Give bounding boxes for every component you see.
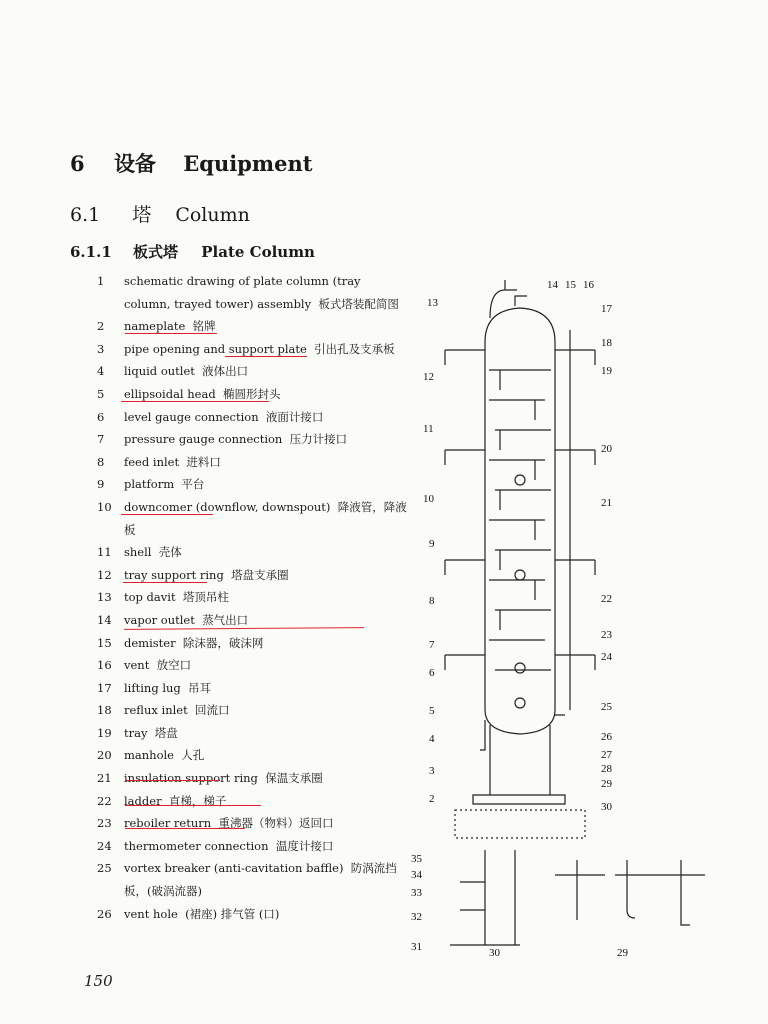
- list-item: [97, 903, 407, 926]
- list-item: [97, 835, 407, 858]
- item-text: liquid outlet 液体出口: [124, 364, 249, 379]
- chapter-number: 6: [70, 151, 85, 176]
- item-number: 6: [97, 409, 105, 424]
- item-text: thermometer connection 温度计接口: [124, 838, 334, 853]
- fig-label: 21: [601, 497, 612, 509]
- list-item: [97, 428, 407, 451]
- list-item: [97, 654, 407, 677]
- fig-label: 15: [565, 279, 576, 291]
- list-item: [97, 473, 407, 496]
- item-number: 9: [97, 477, 105, 492]
- item-number: 26: [97, 906, 112, 921]
- item-number: 13: [97, 590, 112, 605]
- section-title-zh: 塔: [132, 204, 152, 226]
- list-item: [97, 744, 407, 767]
- item-number: 24: [97, 838, 112, 853]
- fig-label: 11: [423, 423, 434, 435]
- heading-section: [70, 200, 250, 227]
- item-number: 8: [97, 454, 105, 469]
- fig-label: 33: [411, 887, 422, 899]
- plate-column-drawing: [405, 270, 705, 960]
- red-underline: [125, 805, 261, 806]
- item-text: pressure gauge connection 压力计接口: [124, 432, 348, 447]
- item-number: 25: [97, 861, 112, 876]
- list-item: [97, 677, 407, 700]
- fig-label: 31: [411, 941, 422, 953]
- fig-label: 6: [429, 667, 435, 679]
- item-number: 4: [97, 364, 105, 379]
- section-title-en: Column: [175, 204, 250, 226]
- fig-label: 3: [429, 765, 435, 777]
- item-number: 21: [97, 771, 112, 786]
- item-number: 1: [97, 274, 105, 288]
- item-text: schematic drawing of plate column (tray column, trayed tower) assembly 板式塔装配简图: [124, 274, 399, 311]
- fig-label: 30: [601, 801, 612, 813]
- item-text: reboiler return 重沸器（物料）返回口: [124, 816, 334, 831]
- fig-label: 9: [429, 538, 435, 550]
- item-text: platform 平台: [124, 477, 205, 492]
- heading-subsection: [70, 241, 315, 262]
- fig-label: 13: [427, 297, 438, 309]
- item-number: 11: [97, 545, 112, 560]
- item-number: 22: [97, 793, 112, 808]
- fig-label: 14: [547, 279, 558, 291]
- fig-label: 28: [601, 763, 612, 775]
- item-text: ladder 直梯，梯子: [124, 793, 227, 808]
- item-text: insulation support ring 保温支承圈: [124, 771, 323, 786]
- list-item: [97, 315, 407, 338]
- item-text: downcomer (downflow, downspout) 降液管，降液板: [124, 499, 407, 537]
- fig-label: 25: [601, 701, 612, 713]
- item-text: pipe opening and support plate 引出孔及支承板: [124, 341, 395, 356]
- red-underline: [121, 401, 269, 402]
- list-item: [97, 767, 407, 790]
- red-underline: [125, 780, 220, 781]
- item-number: 3: [97, 341, 105, 356]
- fig-label: 29: [617, 947, 628, 959]
- fig-label: 17: [601, 303, 612, 315]
- section-number: 6.1: [70, 204, 101, 226]
- list-item: [97, 586, 407, 609]
- item-text: reflux inlet 回流口: [124, 703, 230, 718]
- item-number: 10: [97, 499, 112, 514]
- item-text: demister 除沫器，破沫网: [124, 635, 264, 650]
- list-item: [97, 451, 407, 474]
- item-text: feed inlet 进料口: [124, 454, 221, 469]
- list-item: [97, 857, 407, 902]
- list-item: [97, 790, 407, 813]
- item-text: nameplate 铭牌: [124, 319, 216, 334]
- red-underline: [121, 514, 213, 515]
- fig-label: 10: [423, 493, 434, 505]
- list-item: [97, 699, 407, 722]
- fig-label: 18: [601, 337, 612, 349]
- item-number: 20: [97, 748, 112, 763]
- item-text: vent hole (裙座) 排气管 (口): [124, 906, 280, 921]
- fig-label: 22: [601, 593, 612, 605]
- item-text: level gauge connection 液面计接口: [124, 409, 324, 424]
- subsection-title-en: Plate Column: [201, 243, 315, 261]
- list-item: [97, 270, 407, 315]
- heading-chapter: [70, 148, 312, 178]
- list-item: [97, 496, 407, 541]
- item-text: ellipsoidal head 椭圆形封头: [124, 386, 281, 401]
- fig-label: 34: [411, 869, 422, 881]
- red-underline: [225, 356, 307, 357]
- item-text: shell 壳体: [124, 545, 182, 560]
- fig-label: 19: [601, 365, 612, 377]
- list-item: [97, 722, 407, 745]
- fig-label: 7: [429, 639, 435, 651]
- item-number: 7: [97, 432, 105, 447]
- red-underline: [125, 333, 217, 334]
- item-number: 15: [97, 635, 112, 650]
- term-list: [97, 270, 407, 925]
- item-number: 14: [97, 612, 112, 627]
- list-item: [97, 632, 407, 655]
- item-number: 2: [97, 319, 105, 334]
- fig-label: 12: [423, 371, 434, 383]
- chapter-title-en: Equipment: [183, 151, 313, 176]
- item-text: manhole 人孔: [124, 748, 205, 763]
- fig-label: 2: [429, 793, 435, 805]
- fig-label: 35: [411, 853, 422, 865]
- item-number: 19: [97, 725, 112, 740]
- item-text: lifting lug 吊耳: [124, 680, 212, 695]
- fig-label: 20: [601, 443, 612, 455]
- item-text: tray support ring 塔盘支承圈: [124, 567, 289, 582]
- chapter-title-zh: 设备: [113, 151, 156, 176]
- item-text: vent 放空口: [124, 658, 192, 673]
- fig-label: 26: [601, 731, 612, 743]
- list-item: [97, 406, 407, 429]
- page-number: 150: [84, 972, 113, 990]
- fig-label: 5: [429, 705, 435, 717]
- fig-label: 27: [601, 749, 612, 761]
- item-number: 16: [97, 658, 112, 673]
- fig-label: 29: [601, 778, 612, 790]
- red-underline: [123, 582, 207, 583]
- fig-label: 16: [583, 279, 594, 291]
- item-number: 5: [97, 386, 105, 401]
- item-number: 18: [97, 703, 112, 718]
- fig-label: 23: [601, 629, 612, 641]
- fig-label: 32: [411, 911, 422, 923]
- fig-label: 4: [429, 733, 435, 745]
- item-text: tray 塔盘: [124, 725, 178, 740]
- item-text: vapor outlet 蒸气出口: [124, 612, 249, 627]
- fig-label: 30: [489, 947, 500, 959]
- fig-label: 8: [429, 595, 435, 607]
- fig-label: 24: [601, 651, 612, 663]
- list-item: [97, 360, 407, 383]
- item-number: 17: [97, 680, 112, 695]
- list-item: [97, 541, 407, 564]
- subsection-number: 6.1.1: [70, 243, 112, 261]
- subsection-title-zh: 板式塔: [133, 243, 179, 261]
- list-item: [97, 383, 407, 406]
- item-text: vortex breaker (anti-cavitation baffle) 防涡流挡板，(破涡流器): [124, 861, 397, 899]
- red-underline: [125, 828, 245, 829]
- item-text: top davit 塔顶吊柱: [124, 590, 229, 605]
- item-number: 23: [97, 816, 112, 831]
- item-number: 12: [97, 567, 112, 582]
- list-item: [97, 812, 407, 835]
